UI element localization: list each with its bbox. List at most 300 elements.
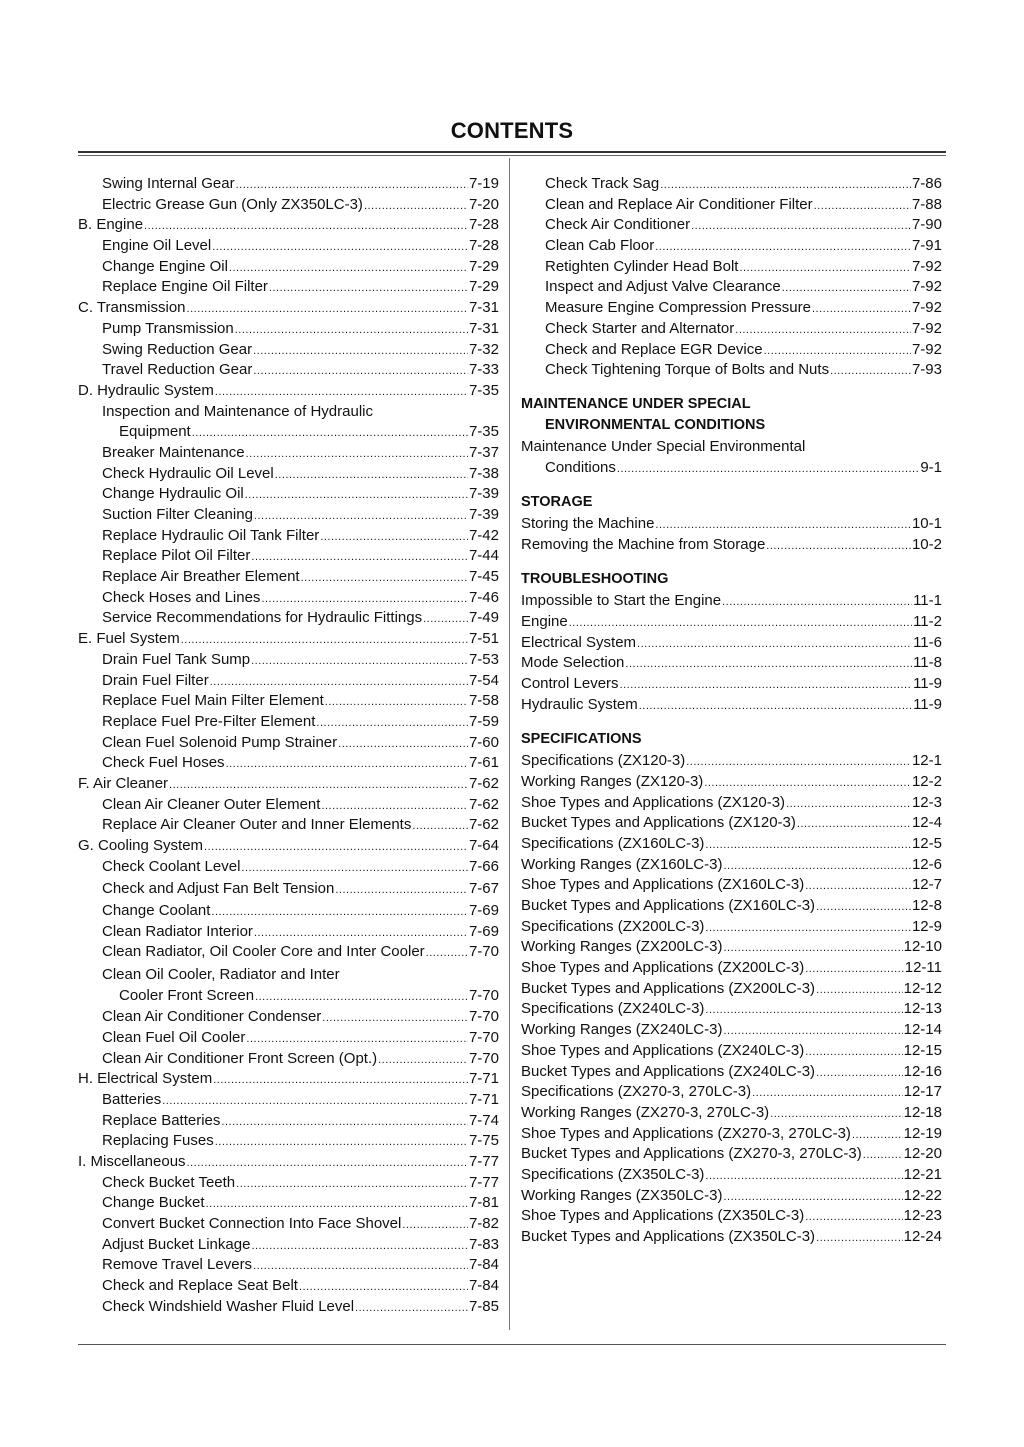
dot-leader	[364, 195, 468, 217]
toc-entry[interactable]	[78, 215, 499, 236]
toc-entry[interactable]	[78, 922, 499, 943]
toc-entry[interactable]	[78, 588, 499, 609]
toc-entry-title: Drain Fuel Tank Sump	[102, 650, 251, 668]
toc-entry[interactable]	[78, 712, 499, 733]
toc-entry-title: Service Recommendations for Hydraulic Fittings	[102, 609, 423, 627]
dot-leader	[321, 795, 468, 817]
dot-leader	[229, 257, 468, 279]
toc-entry[interactable]	[521, 917, 942, 938]
dot-leader	[181, 629, 468, 651]
toc-entry-page: 12-12	[903, 979, 942, 997]
toc-entry-title: Clean Fuel Solenoid Pump Strainer	[102, 733, 338, 751]
dot-leader	[655, 514, 911, 536]
toc-entry-title: Specifications (ZX270-3, 270LC-3)	[521, 1083, 752, 1101]
toc-entry[interactable]	[78, 1069, 499, 1090]
toc-entry[interactable]	[78, 986, 499, 1007]
dot-leader	[805, 1041, 902, 1063]
toc-entry[interactable]	[78, 1090, 499, 1111]
toc-entry-title: Shoe Types and Applications (ZX160LC-3)	[521, 876, 805, 894]
toc-entry[interactable]	[521, 458, 942, 479]
toc-entry-title: Check Windshield Washer Fluid Level	[102, 1297, 355, 1315]
toc-entry-title: Check and Adjust Fan Belt Tension	[102, 880, 335, 898]
toc-entry[interactable]	[78, 774, 499, 795]
toc-entry[interactable]	[521, 751, 942, 772]
toc-entry-title: Check Starter and Alternator	[545, 319, 735, 337]
toc-entry-page: 7-53	[468, 650, 499, 668]
toc-entry[interactable]	[78, 360, 499, 381]
dot-leader	[805, 1206, 902, 1228]
toc-entry-page: 7-60	[468, 733, 499, 751]
toc-entry-page: 7-61	[468, 754, 499, 772]
toc-entry[interactable]	[78, 546, 499, 567]
toc-entry-title: Replacing Fuses	[102, 1132, 214, 1150]
toc-entry-title: Cooler Front Screen	[119, 987, 255, 1005]
toc-entry-title: Bucket Types and Applications (ZX160LC-3)	[521, 897, 816, 914]
toc-entry-title: Replace Hydraulic Oil Tank Filter	[102, 526, 320, 544]
toc-entry-title: B. Engine	[78, 216, 144, 234]
toc-entry-title: Specifications (ZX350LC-3)	[521, 1165, 705, 1183]
toc-entry[interactable]	[78, 298, 499, 319]
toc-entry[interactable]	[78, 1111, 499, 1132]
toc-entry[interactable]	[78, 277, 499, 298]
dot-leader	[863, 1144, 903, 1166]
toc-entry[interactable]	[521, 1020, 942, 1041]
toc-entry[interactable]	[78, 1193, 499, 1214]
toc-entry-page: 7-28	[468, 216, 499, 234]
dot-leader	[251, 546, 468, 568]
toc-entry-page: 7-58	[468, 692, 499, 710]
toc-entry-title: Shoe Types and Applications (ZX240LC-3)	[521, 1041, 805, 1059]
dot-leader	[735, 319, 911, 341]
toc-entry-title: Check Coolant Level	[102, 857, 241, 875]
toc-entry[interactable]	[78, 877, 499, 901]
toc-entry-title: Shoe Types and Applications (ZX270-3, 270LC-3)	[521, 1124, 851, 1142]
toc-entry-page: 7-91	[911, 237, 942, 255]
toc-entry[interactable]	[78, 1152, 499, 1173]
dot-leader	[782, 277, 911, 299]
toc-entry-page: 12-18	[903, 1103, 942, 1121]
toc-entry[interactable]	[521, 834, 942, 855]
toc-entry-page: 7-70	[468, 987, 499, 1005]
toc-entry[interactable]	[521, 1186, 942, 1207]
toc-entry-page: 12-17	[903, 1083, 942, 1101]
toc-entry[interactable]	[78, 1255, 499, 1276]
dot-leader	[617, 458, 919, 480]
dot-leader	[705, 834, 911, 856]
toc-entry-page: 9-1	[920, 458, 942, 476]
toc-right-column	[521, 174, 942, 1248]
toc-entry[interactable]	[78, 257, 499, 278]
toc-entry-title: G. Cooling System	[78, 837, 204, 854]
dot-leader	[722, 591, 912, 613]
toc-entry-title: Mode Selection	[521, 654, 625, 672]
dot-leader	[816, 1227, 903, 1249]
toc-entry[interactable]	[78, 1214, 499, 1235]
toc-entry-page: 11-9	[913, 695, 942, 713]
dot-leader	[739, 257, 911, 279]
toc-entry-title: Clean Air Conditioner Front Screen (Opt.)	[102, 1049, 378, 1067]
dot-leader	[169, 774, 468, 796]
toc-entry[interactable]	[521, 653, 942, 674]
toc-entry-page: 7-90	[911, 216, 942, 234]
toc-entry-title: Working Ranges (ZX200LC-3)	[521, 938, 723, 956]
dot-leader	[236, 174, 468, 196]
dot-leader	[816, 896, 911, 918]
dot-leader	[620, 674, 913, 696]
dot-leader	[655, 236, 911, 258]
toc-entry[interactable]	[521, 999, 942, 1020]
toc-entry[interactable]	[78, 464, 499, 485]
toc-entry[interactable]	[78, 815, 499, 836]
toc-entry-page: 7-20	[468, 195, 499, 213]
toc-entry-page: 7-71	[468, 1070, 499, 1088]
toc-entry[interactable]	[521, 257, 942, 278]
dot-leader	[320, 526, 468, 548]
toc-entry[interactable]	[78, 340, 499, 361]
toc-entry[interactable]	[521, 1041, 942, 1062]
toc-entry[interactable]	[521, 896, 942, 917]
toc-entry-title: Working Ranges (ZX270-3, 270LC-3)	[521, 1103, 770, 1121]
bottom-rule	[78, 1344, 946, 1345]
toc-entry[interactable]	[78, 857, 499, 878]
dot-leader	[814, 195, 911, 217]
toc-entry-text: Maintenance Under Special Environmental	[521, 438, 806, 456]
toc-entry-page: 11-9	[913, 675, 942, 693]
toc-entry[interactable]	[521, 855, 942, 876]
toc-entry[interactable]	[521, 1144, 942, 1165]
dot-leader	[766, 535, 911, 557]
toc-entry[interactable]	[521, 195, 942, 216]
dot-leader	[253, 340, 468, 362]
toc-entry[interactable]	[78, 505, 499, 526]
toc-entry-page: 7-39	[468, 485, 499, 503]
toc-entry-title: Convert Bucket Connection Into Face Shovel	[102, 1215, 402, 1232]
toc-entry-page: 7-81	[468, 1194, 499, 1212]
dot-leader	[686, 751, 911, 773]
toc-entry[interactable]	[78, 1131, 499, 1152]
dot-leader	[275, 464, 468, 486]
section-heading: MAINTENANCE UNDER SPECIAL	[521, 395, 751, 412]
dot-leader	[226, 753, 468, 775]
toc-entry-page: 7-84	[468, 1256, 499, 1274]
toc-entry-title: Hydraulic System	[521, 695, 638, 713]
toc-entry-page: 12-13	[903, 1000, 942, 1018]
toc-entry-title: Bucket Types and Applications (ZX270-3, 270LC-3)	[521, 1145, 862, 1163]
dot-leader	[325, 691, 468, 713]
dot-leader	[660, 174, 911, 196]
toc-entry-page: 7-46	[468, 588, 499, 606]
toc-entry[interactable]	[78, 174, 499, 195]
dot-leader	[211, 901, 468, 923]
toc-entry[interactable]	[78, 1028, 499, 1049]
toc-entry-page: 7-62	[468, 795, 499, 813]
toc-entry-title: Storing the Machine	[521, 515, 655, 533]
toc-entry-title: Specifications (ZX200LC-3)	[521, 917, 705, 935]
toc-entry-title: I. Miscellaneous	[78, 1152, 186, 1170]
toc-entry-page: 7-69	[468, 922, 499, 940]
toc-entry[interactable]	[521, 1124, 942, 1145]
toc-entry[interactable]	[521, 215, 942, 236]
toc-entry[interactable]	[78, 691, 499, 712]
toc-entry[interactable]	[521, 875, 942, 896]
toc-entry[interactable]	[78, 733, 499, 754]
toc-entry-text: Clean Oil Cooler, Radiator and Inter	[102, 965, 340, 983]
toc-entry[interactable]	[521, 591, 942, 612]
toc-entry-title: Remove Travel Levers	[102, 1256, 253, 1274]
toc-entry[interactable]	[521, 813, 942, 834]
dot-leader	[816, 1062, 903, 1084]
dot-leader	[162, 1090, 468, 1112]
dot-leader	[770, 1103, 902, 1125]
toc-entry[interactable]	[78, 1173, 499, 1194]
page-title: CONTENTS	[450, 118, 574, 143]
toc-entry-title: Replace Fuel Main Filter Element	[102, 692, 324, 710]
dot-leader	[253, 1255, 468, 1277]
top-rule-thin	[78, 155, 946, 156]
toc-entry-title: Specifications (ZX240LC-3)	[521, 1000, 705, 1018]
toc-entry-title: Change Coolant	[102, 901, 211, 919]
dot-leader	[251, 1235, 468, 1257]
toc-entry[interactable]	[78, 1276, 499, 1297]
dot-leader	[423, 608, 468, 630]
toc-entry-page: 12-5	[911, 834, 942, 852]
toc-entry-page: 7-51	[468, 630, 499, 648]
toc-entry-page: 7-82	[468, 1215, 499, 1232]
toc-entry[interactable]	[78, 901, 499, 922]
toc-entry[interactable]	[521, 1165, 942, 1186]
toc-entry[interactable]	[521, 979, 942, 1000]
toc-entry[interactable]	[521, 340, 942, 361]
toc-entry-page: 7-92	[911, 299, 942, 317]
toc-entry[interactable]	[78, 1049, 499, 1070]
toc-entry[interactable]	[521, 695, 942, 716]
toc-entry-page: 7-31	[468, 319, 499, 337]
dot-leader	[335, 877, 468, 903]
dot-leader	[691, 215, 911, 237]
dot-leader	[797, 813, 911, 835]
toc-entry[interactable]	[521, 1206, 942, 1227]
toc-entry-page: 12-11	[904, 959, 942, 977]
toc-entry-title: Impossible to Start the Engine	[521, 592, 722, 610]
toc-entry-title: Replace Pilot Oil Filter	[102, 547, 251, 565]
toc-entry-page: 7-83	[468, 1235, 499, 1253]
toc-entry[interactable]	[521, 612, 942, 633]
dot-leader	[221, 1111, 468, 1133]
dot-leader	[569, 612, 912, 634]
toc-entry-page: 7-85	[468, 1297, 499, 1315]
toc-entry-page: 7-42	[468, 526, 499, 544]
dot-leader	[215, 1131, 468, 1153]
toc-entry-title: Check Bucket Teeth	[102, 1173, 236, 1191]
toc-entry[interactable]	[78, 671, 499, 692]
toc-entry-page: 12-20	[903, 1145, 942, 1163]
toc-entry[interactable]	[78, 422, 499, 443]
toc-entry-page: 7-49	[468, 609, 499, 627]
toc-entry-title: Suction Filter Cleaning	[102, 506, 253, 523]
toc-entry[interactable]	[78, 629, 499, 650]
toc-entry-page: 10-2	[911, 536, 942, 553]
toc-entry[interactable]	[78, 1297, 499, 1318]
toc-entry-page: 7-77	[468, 1152, 499, 1170]
dot-leader	[705, 917, 911, 939]
toc-entry-page: 7-70	[468, 1049, 499, 1067]
toc-entry[interactable]	[78, 942, 499, 963]
toc-entry-title: Check Air Conditioner	[545, 216, 691, 234]
toc-entry-title: Replace Fuel Pre-Filter Element	[102, 712, 316, 730]
dot-leader	[812, 298, 911, 320]
toc-entry-page: 12-6	[911, 855, 942, 873]
toc-entry-title: Working Ranges (ZX160LC-3)	[521, 855, 723, 873]
toc-entry-title: Shoe Types and Applications (ZX120-3)	[521, 793, 786, 811]
toc-entry[interactable]	[78, 650, 499, 671]
toc-entry-title: Control Levers	[521, 675, 619, 693]
dot-leader	[316, 712, 468, 734]
toc-entry[interactable]	[78, 484, 499, 505]
toc-entry-title: Swing Reduction Gear	[102, 340, 253, 358]
toc-entry-page: 7-70	[468, 1028, 499, 1046]
toc-entry[interactable]	[521, 319, 942, 340]
toc-entry-page: 7-92	[911, 319, 942, 337]
dot-leader	[204, 836, 468, 858]
toc-entry-page: 7-92	[911, 257, 942, 275]
toc-entry[interactable]	[521, 674, 942, 695]
toc-entry-title: Adjust Bucket Linkage	[102, 1235, 251, 1253]
toc-entry[interactable]	[78, 1235, 499, 1256]
dot-leader	[255, 986, 468, 1008]
toc-entry-title: Clean Fuel Oil Cooler	[102, 1028, 246, 1046]
toc-entry[interactable]	[78, 753, 499, 774]
toc-entry-title: Equipment	[119, 423, 191, 441]
toc-entry-title: Electric Grease Gun (Only ZX350LC-3)	[102, 195, 363, 213]
toc-entry-page: 7-70	[468, 943, 499, 961]
toc-entry-page: 7-70	[468, 1008, 499, 1026]
toc-entry-page: 12-4	[911, 814, 942, 832]
dot-leader	[206, 1193, 468, 1215]
toc-entry[interactable]	[78, 236, 499, 257]
toc-entry[interactable]	[78, 443, 499, 464]
toc-entry-text: Inspection and Maintenance of Hydraulic	[102, 402, 373, 420]
toc-entry[interactable]	[521, 772, 942, 793]
toc-left-column	[78, 174, 499, 1317]
toc-entry[interactable]	[78, 381, 499, 402]
toc-entry[interactable]	[78, 567, 499, 588]
toc-entry[interactable]	[78, 795, 499, 816]
dot-leader	[752, 1082, 903, 1104]
toc-entry-title: Conditions	[545, 458, 616, 476]
section-heading: SPECIFICATIONS	[521, 730, 642, 747]
toc-entry-page: 7-93	[911, 361, 942, 379]
toc-entry-title: Clean Air Cleaner Outer Element	[102, 795, 321, 813]
dot-leader	[723, 937, 902, 959]
toc-entry-title: Inspect and Adjust Valve Clearance	[545, 278, 781, 296]
section-heading: STORAGE	[521, 493, 593, 510]
toc-entry-page: 12-15	[903, 1041, 942, 1059]
toc-entry-title: Engine Oil Level	[102, 237, 212, 255]
toc-entry-title: Check and Replace EGR Device	[545, 340, 763, 358]
toc-entry-page: 7-77	[468, 1173, 499, 1191]
toc-entry-page: 11-8	[913, 654, 942, 672]
dot-leader	[322, 1007, 468, 1029]
toc-entry[interactable]	[521, 298, 942, 319]
toc-entry-title: Working Ranges (ZX350LC-3)	[521, 1186, 723, 1204]
toc-entry[interactable]	[521, 958, 942, 979]
dot-leader	[805, 875, 911, 897]
toc-entry[interactable]	[521, 236, 942, 257]
dot-leader	[235, 319, 468, 341]
toc-entry[interactable]	[78, 195, 499, 216]
toc-entry-page: 12-22	[903, 1186, 942, 1204]
toc-entry[interactable]	[521, 937, 942, 958]
toc-entry-title: Bucket Types and Applications (ZX240LC-3)	[521, 1062, 816, 1080]
toc-entry[interactable]	[521, 1062, 942, 1083]
toc-entry-title: Check Track Sag	[545, 175, 660, 192]
toc-entry-page: 7-54	[468, 671, 499, 689]
toc-entry-page: 7-32	[468, 340, 499, 358]
dot-leader	[705, 999, 902, 1021]
toc-entry-page: 7-71	[468, 1090, 499, 1108]
toc-entry-title: E. Fuel System	[78, 630, 180, 648]
toc-entry-title: Specifications (ZX160LC-3)	[521, 834, 705, 852]
toc-entry-page: 12-7	[911, 876, 942, 894]
toc-entry-title: Shoe Types and Applications (ZX350LC-3)	[521, 1207, 805, 1225]
toc-entry[interactable]	[521, 1082, 942, 1103]
dot-leader	[786, 793, 911, 815]
dot-leader	[236, 1173, 468, 1195]
toc-entry[interactable]	[521, 514, 942, 535]
toc-entry-page: 7-74	[468, 1111, 499, 1129]
dot-leader	[213, 1069, 468, 1091]
toc-entry[interactable]	[78, 608, 499, 629]
toc-entry-page: 7-92	[911, 340, 942, 358]
column-divider	[509, 158, 510, 1330]
toc-entry-page: 7-38	[468, 464, 499, 482]
dot-leader	[144, 215, 468, 237]
toc-entry-page: 7-62	[468, 816, 499, 834]
toc-entry[interactable]	[521, 535, 942, 556]
dot-leader	[301, 567, 468, 589]
toc-entry-page: 7-19	[468, 175, 499, 192]
dot-leader	[187, 298, 468, 320]
dot-leader	[625, 653, 912, 675]
toc-entry[interactable]	[78, 836, 499, 857]
toc-entry[interactable]	[521, 793, 942, 814]
toc-entry-page: 7-75	[468, 1132, 499, 1150]
toc-entry[interactable]	[521, 174, 942, 195]
toc-entry[interactable]	[521, 277, 942, 298]
dot-leader	[254, 505, 468, 527]
toc-entry-title: Working Ranges (ZX120-3)	[521, 772, 704, 790]
toc-entry-title: C. Transmission	[78, 299, 186, 317]
toc-entry[interactable]	[78, 1007, 499, 1028]
dot-leader	[639, 695, 912, 717]
toc-entry-title: Replace Engine Oil Filter	[102, 278, 268, 296]
toc-entry[interactable]	[78, 526, 499, 547]
toc-entry-title: Check and Replace Seat Belt	[102, 1277, 298, 1295]
toc-entry-page: 7-35	[468, 381, 499, 399]
toc-entry-page: 12-9	[911, 917, 942, 935]
toc-entry[interactable]	[521, 360, 942, 381]
toc-entry[interactable]	[78, 319, 499, 340]
toc-entry[interactable]	[521, 633, 942, 654]
toc-entry-title: Measure Engine Compression Pressure	[545, 299, 811, 317]
toc-entry-title: Removing the Machine from Storage	[521, 536, 766, 553]
toc-entry-page: 7-29	[468, 257, 499, 275]
toc-entry-page: 7-69	[468, 901, 499, 919]
toc-entry[interactable]	[521, 1103, 942, 1124]
toc-entry-title: D. Hydraulic System	[78, 381, 214, 399]
toc-entry[interactable]	[521, 1227, 942, 1248]
dot-leader	[830, 360, 911, 382]
